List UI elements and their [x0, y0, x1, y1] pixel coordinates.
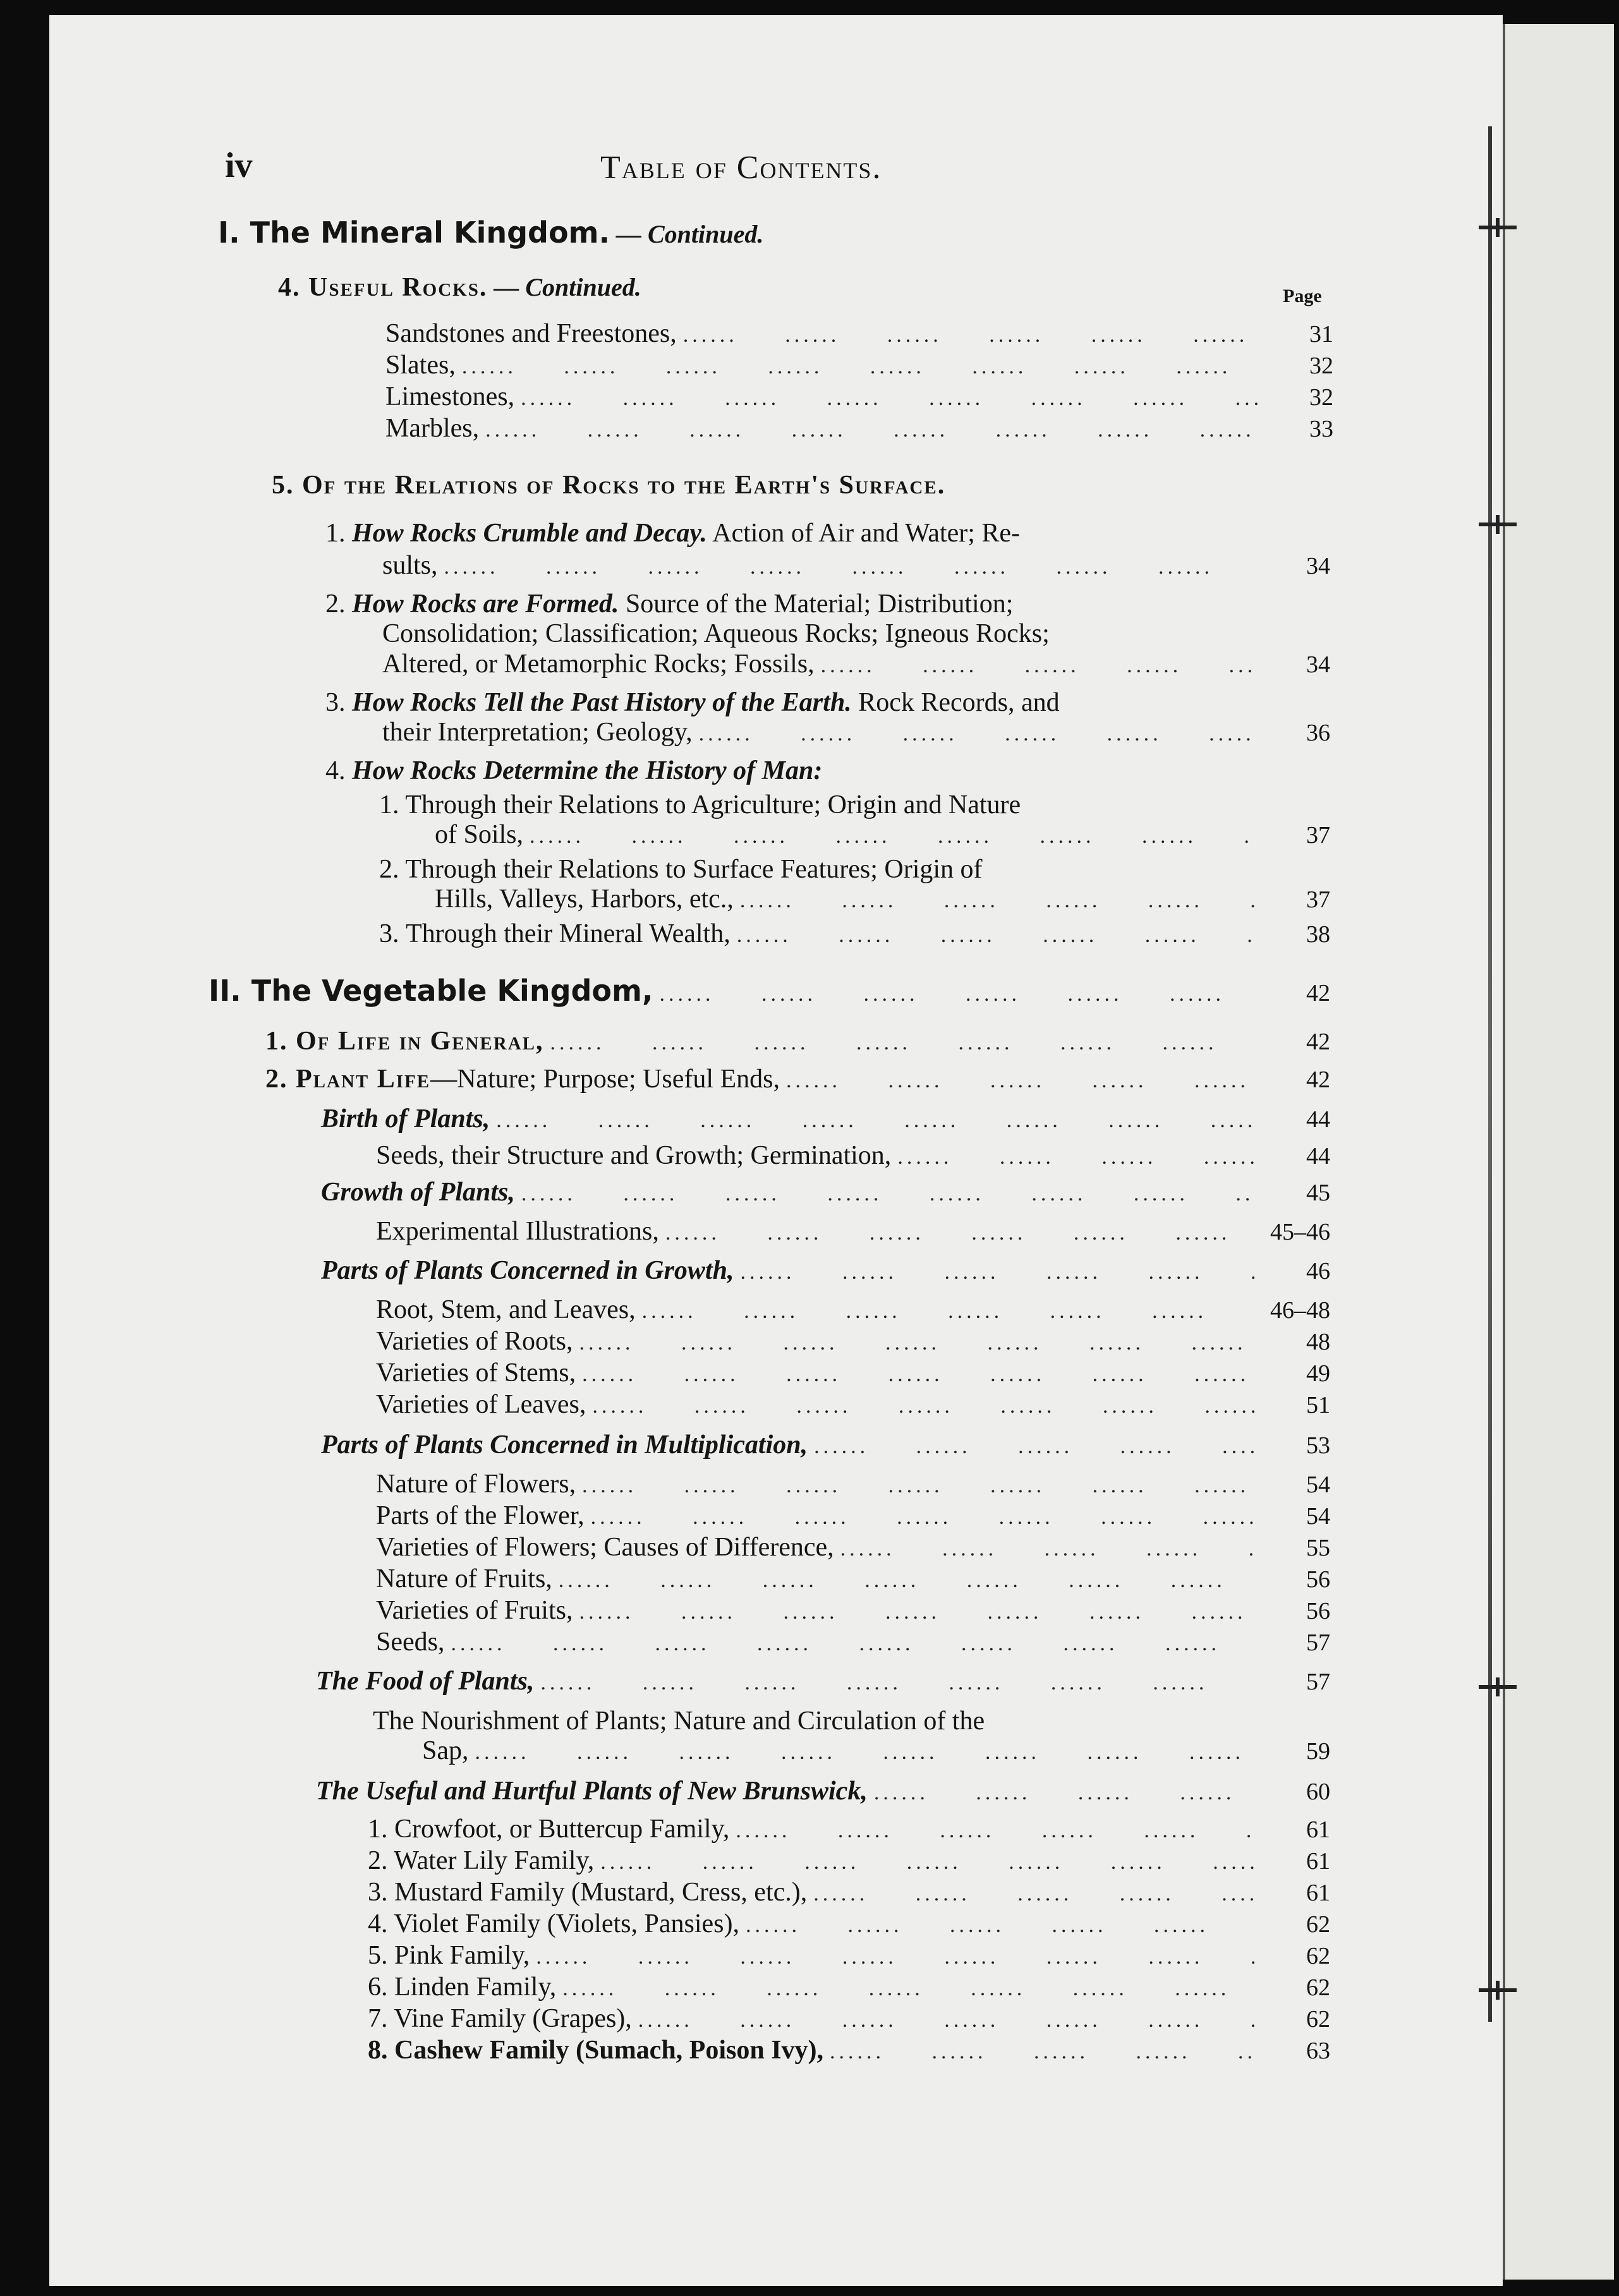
entry-number: 2.	[325, 589, 346, 619]
entry-text: Consolidation; Classification; Aqueous Rocks; Igneous Rocks;	[382, 619, 1050, 648]
entry-page: 57	[1306, 1669, 1330, 1695]
entry-page: 46	[1306, 1258, 1330, 1284]
entry-page: 37	[1306, 822, 1330, 849]
toc-entry[interactable]	[325, 756, 1330, 786]
toc-entry[interactable]	[376, 1628, 1330, 1657]
toc-entry-cont[interactable]	[422, 1736, 1330, 1766]
leader-dots	[536, 1941, 1254, 1970]
toc-entry[interactable]	[376, 1358, 1330, 1388]
entry-title: 7. Vine Family (Grapes),	[368, 2004, 632, 2033]
toc-entry[interactable]	[376, 1295, 1330, 1325]
leader-dots	[740, 1256, 1254, 1285]
leader-dots	[659, 978, 1254, 1007]
toc-entry[interactable]	[368, 1909, 1330, 1939]
stitch-mark	[1472, 512, 1523, 537]
toc-entry[interactable]	[376, 1390, 1330, 1420]
leader-dots	[665, 1217, 1229, 1246]
toc-entry[interactable]	[321, 1178, 1330, 1207]
page-column-header: Page	[1283, 286, 1322, 306]
entry-page: 60	[1306, 1779, 1330, 1805]
leader-dots	[530, 820, 1254, 849]
entry-page: 54	[1306, 1471, 1330, 1498]
toc-entry[interactable]	[316, 1667, 1330, 1696]
entry-page: 62	[1306, 2006, 1330, 2033]
entry-text: Source of the Material; Distribution;	[625, 589, 1014, 619]
leader-dots	[582, 1358, 1254, 1387]
toc-entry[interactable]	[376, 1470, 1330, 1499]
entry-title: Sandstones and Freestones,	[385, 319, 677, 348]
entry-title: Varieties of Leaves,	[376, 1390, 586, 1419]
toc-entry[interactable]	[385, 382, 1333, 412]
leader-dots	[874, 1777, 1254, 1806]
entry-page: 45–46	[1270, 1219, 1330, 1245]
entry-page: 62	[1306, 1943, 1330, 1969]
entry-title: The Food of Plants,	[316, 1667, 535, 1696]
entry-text: Altered, or Metamorphic Rocks; Fossils,	[382, 650, 815, 679]
toc-entry[interactable]	[376, 1533, 1330, 1562]
section-heading	[272, 471, 945, 500]
toc-entry-cont[interactable]	[382, 718, 1330, 747]
entry-page: 33	[1309, 416, 1333, 442]
page-number: iv	[225, 146, 253, 185]
entry-title: 6. Linden Family,	[368, 1973, 557, 2002]
toc-entry-cont[interactable]	[435, 885, 1330, 914]
entry-title: Root, Stem, and Leaves,	[376, 1295, 636, 1324]
entry-page: 44	[1306, 1106, 1330, 1133]
entry-page: 31	[1309, 321, 1333, 347]
leader-dots	[521, 1178, 1254, 1207]
leader-dots	[475, 1736, 1255, 1765]
leader-dots	[638, 2004, 1254, 2033]
toc-entry[interactable]	[321, 1256, 1330, 1286]
part-label: I. The Mineral Kingdom.	[218, 215, 610, 250]
entry-text: Through their Relations to Surface Features; Origin of	[405, 855, 983, 884]
entry-italic-title: How Rocks Crumble and Decay.	[352, 519, 707, 548]
leader-dots	[830, 2036, 1254, 2065]
entry-title: 2. Water Lily Family,	[368, 1846, 595, 1875]
entry-page: 48	[1306, 1329, 1330, 1355]
entry-page: 32	[1309, 353, 1333, 379]
entry-text: Hills, Valleys, Harbors, etc.,	[435, 885, 734, 914]
entry-title: 3. Mustard Family (Mustard, Cress, etc.),	[368, 1878, 808, 1907]
entry-title: Varieties of Flowers; Causes of Difference,	[376, 1533, 834, 1562]
toc-entry[interactable]	[368, 2004, 1330, 2034]
leader-dots	[579, 1596, 1254, 1625]
entry-page: 34	[1306, 651, 1330, 678]
entry-page: 61	[1306, 1816, 1330, 1843]
entry-number: 1.	[325, 519, 346, 548]
entry-page: 53	[1306, 1432, 1330, 1459]
entry-title: 4. Violet Family (Violets, Pansies),	[368, 1909, 739, 1938]
entry-text: Rock Records, and	[858, 688, 1060, 717]
entry-number: 2.	[379, 855, 399, 884]
entry-title: Marbles,	[385, 414, 480, 443]
entry-page: 61	[1306, 1880, 1330, 1906]
stitch-mark	[1472, 1978, 1523, 2003]
entry-text: of Soils,	[435, 820, 524, 849]
toc-entry-cont[interactable]	[382, 650, 1330, 679]
section-label: 4. Useful Rocks.	[278, 273, 488, 302]
leader-dots	[600, 1846, 1254, 1875]
entry-page: 55	[1306, 1535, 1330, 1561]
entry-page: 34	[1306, 553, 1330, 579]
toc-entry-cont	[382, 619, 1330, 648]
stitch-mark	[1472, 215, 1523, 240]
entry-page: 46–48	[1270, 1297, 1330, 1324]
toc-entry[interactable]	[376, 1141, 1330, 1171]
entry-title: Varieties of Fruits,	[376, 1596, 573, 1625]
section-heading	[278, 273, 641, 302]
entry-page: 42	[1306, 1029, 1330, 1055]
entry-page: 42	[1306, 980, 1330, 1006]
toc-entry[interactable]	[321, 1104, 1330, 1134]
entry-title: Slates,	[385, 351, 456, 380]
toc-entry[interactable]	[325, 518, 1330, 548]
leader-dots	[592, 1390, 1254, 1419]
leader-dots	[550, 1027, 1255, 1056]
entry-text: Through their Mineral Wealth,	[406, 919, 731, 948]
leader-dots	[462, 351, 1258, 380]
entry-title: 5. Pink Family,	[368, 1941, 530, 1970]
leader-dots	[496, 1104, 1254, 1133]
toc-entry[interactable]	[376, 1564, 1330, 1594]
page-title: Table of Contents.	[600, 150, 882, 186]
toc-entry[interactable]	[385, 319, 1333, 349]
leader-dots	[582, 1470, 1254, 1499]
leader-dots	[562, 1973, 1254, 2002]
entry-title: Nature of Flowers,	[376, 1470, 576, 1499]
entry-page: 42	[1306, 1066, 1330, 1093]
entry-page: 63	[1306, 2038, 1330, 2064]
entry-page: 54	[1306, 1503, 1330, 1530]
part-heading[interactable]	[209, 976, 1330, 1008]
part-label: II. The Vegetable Kingdom,	[209, 974, 653, 1008]
leader-dots	[521, 382, 1258, 411]
leader-dots	[786, 1065, 1254, 1094]
leader-dots	[897, 1141, 1254, 1170]
part-continued: — Continued.	[615, 220, 764, 248]
leader-dots	[642, 1295, 1229, 1324]
entry-title: Varieties of Roots,	[376, 1327, 573, 1356]
section-label: 1. Of Life in General,	[265, 1027, 544, 1056]
entry-title: Seeds, their Structure and Growth; Germination,	[376, 1141, 892, 1170]
toc-entry-cont[interactable]	[435, 820, 1330, 850]
entry-text: Through their Relations to Agriculture; Origin and Nature	[405, 790, 1021, 819]
binding-thread	[1488, 126, 1492, 2022]
facing-page-edge	[1503, 24, 1614, 2280]
entry-page: 32	[1309, 384, 1333, 411]
leader-dots	[840, 1533, 1254, 1562]
toc-entry[interactable]	[321, 1430, 1330, 1460]
toc-entry[interactable]	[368, 1973, 1330, 2002]
entry-number: 1.	[379, 790, 399, 819]
entry-text: —Nature; Purpose; Useful Ends,	[430, 1065, 780, 1094]
section-label: 2. Plant Life	[265, 1065, 431, 1094]
part-heading	[218, 215, 764, 250]
entry-title: Growth of Plants,	[321, 1178, 515, 1207]
leader-dots	[736, 1815, 1254, 1844]
toc-entry[interactable]	[368, 1815, 1330, 1844]
toc-entry[interactable]	[376, 1217, 1330, 1247]
toc-subentry[interactable]	[379, 919, 1330, 949]
entry-number: 3.	[379, 919, 399, 948]
entry-title: 1. Crowfoot, or Buttercup Family,	[368, 1815, 730, 1844]
entry-page: 59	[1306, 1738, 1330, 1765]
entry-page: 62	[1306, 1911, 1330, 1938]
toc-entry[interactable]	[376, 1327, 1330, 1356]
entry-text: Action of Air and Water; Re-	[712, 519, 1021, 548]
entry-title: Seeds,	[376, 1628, 445, 1657]
section-label: 5. Of the Relations of Rocks to the Earth's Surface.	[272, 471, 946, 500]
entry-text: their Interpretation; Geology,	[382, 718, 693, 747]
entry-title: Experimental Illustrations,	[376, 1217, 659, 1246]
toc-entry[interactable]	[265, 1027, 1330, 1056]
entry-text: The Nourishment of Plants; Nature and Circulation of the	[373, 1707, 985, 1736]
entry-title: Parts of Plants Concerned in Growth,	[321, 1256, 734, 1285]
leader-dots	[683, 319, 1258, 348]
entry-page: 45	[1306, 1180, 1330, 1206]
toc-entry[interactable]	[376, 1501, 1330, 1531]
entry-title: Birth of Plants,	[321, 1104, 490, 1133]
entry-number: 4.	[325, 756, 346, 785]
toc-entry[interactable]	[368, 2036, 1330, 2065]
entry-page: 37	[1306, 886, 1330, 913]
leader-dots	[699, 718, 1254, 747]
entry-page: 61	[1306, 1848, 1330, 1875]
leader-dots	[813, 1878, 1254, 1907]
entry-text: Sap,	[422, 1736, 469, 1765]
leader-dots	[579, 1327, 1254, 1356]
entry-number: 3.	[325, 688, 346, 717]
entry-page: 38	[1306, 921, 1330, 948]
entry-page: 49	[1306, 1360, 1330, 1387]
entry-text: sults,	[382, 551, 438, 580]
entry-title: Varieties of Stems,	[376, 1358, 576, 1387]
leader-dots	[444, 551, 1254, 580]
entry-page: 62	[1306, 1974, 1330, 2001]
entry-italic-title: How Rocks are Formed.	[352, 589, 619, 619]
toc-entry[interactable]	[316, 1777, 1330, 1806]
leader-dots	[814, 1430, 1254, 1459]
toc-entry[interactable]	[368, 1878, 1330, 1907]
toc-entry[interactable]	[265, 1065, 1330, 1094]
leader-dots	[559, 1564, 1254, 1593]
leader-dots	[485, 414, 1258, 443]
entry-title: Parts of Plants Concerned in Multiplication,	[321, 1430, 808, 1459]
stitch-mark	[1472, 1674, 1523, 1700]
entry-italic-title: How Rocks Determine the History of Man:	[352, 756, 823, 785]
entry-title: Parts of the Flower,	[376, 1501, 585, 1530]
toc-entry[interactable]	[385, 414, 1333, 444]
entry-page: 51	[1306, 1392, 1330, 1418]
leader-dots	[451, 1628, 1255, 1657]
toc-entry[interactable]	[385, 351, 1333, 380]
toc-entry-cont[interactable]	[382, 551, 1330, 581]
toc-entry[interactable]	[325, 589, 1330, 619]
entry-page: 57	[1306, 1629, 1330, 1656]
entry-page: 36	[1306, 720, 1330, 746]
entry-page: 44	[1306, 1143, 1330, 1169]
toc-subentry[interactable]	[379, 790, 1330, 820]
entry-italic-title: How Rocks Tell the Past History of the Earth.	[352, 688, 852, 717]
toc-subentry[interactable]	[379, 854, 1330, 885]
entry-page: 56	[1306, 1566, 1330, 1593]
toc-entry[interactable]	[368, 1941, 1330, 1971]
leader-dots	[737, 919, 1254, 948]
leader-dots	[591, 1501, 1254, 1530]
leader-dots	[746, 1909, 1254, 1938]
toc-entry[interactable]	[368, 1846, 1330, 1876]
leader-dots	[740, 885, 1254, 914]
section-continued: — Continued.	[494, 273, 641, 301]
leader-dots	[540, 1667, 1254, 1696]
entry-page: 56	[1306, 1598, 1330, 1624]
entry-title: Limestones,	[385, 382, 515, 411]
leader-dots	[821, 650, 1254, 679]
toc-entry[interactable]	[325, 687, 1330, 718]
toc-entry[interactable]	[373, 1706, 1330, 1736]
entry-title: 8. Cashew Family (Sumach, Poison Ivy),	[368, 2036, 824, 2065]
entry-title: The Useful and Hurtful Plants of New Brunswick,	[316, 1777, 868, 1806]
entry-title: Nature of Fruits,	[376, 1564, 552, 1593]
toc-entry[interactable]	[376, 1596, 1330, 1626]
